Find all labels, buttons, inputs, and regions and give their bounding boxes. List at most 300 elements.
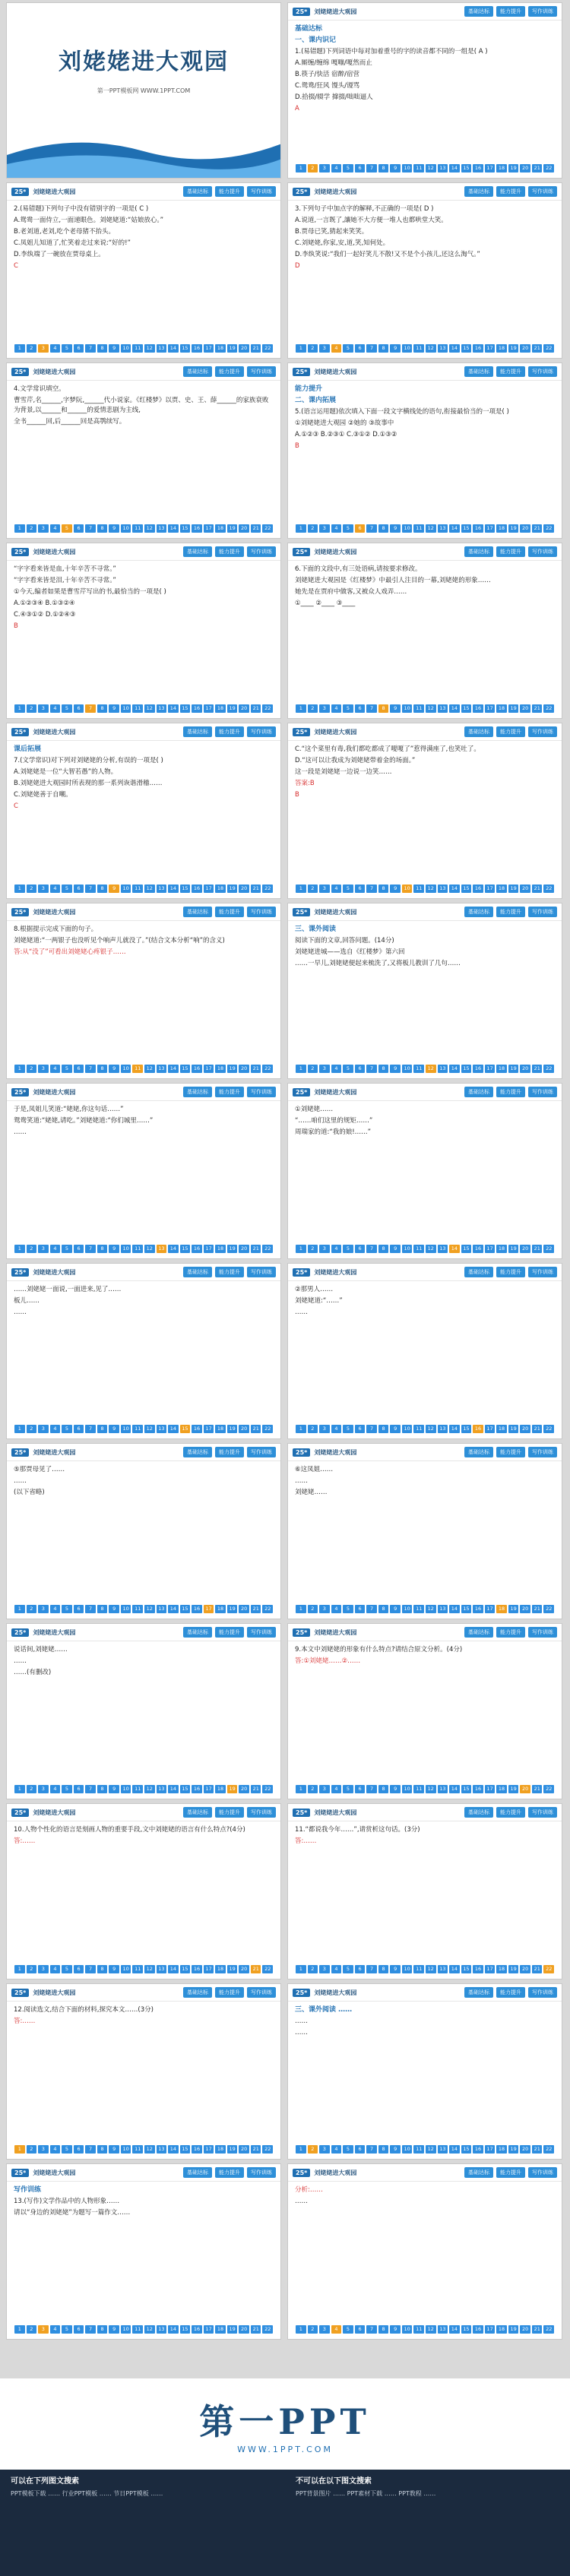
page-number-button[interactable]: 10	[121, 2325, 131, 2334]
header-button-3[interactable]: 写作训练	[528, 1807, 557, 1818]
page-number-button[interactable]: 22	[262, 524, 273, 533]
page-number-button[interactable]: 9	[390, 344, 401, 353]
page-number-button[interactable]: 2	[27, 1425, 37, 1433]
page-number-button[interactable]: 13	[157, 704, 167, 713]
page-number-button[interactable]: 15	[461, 1065, 472, 1073]
page-number-button[interactable]: 22	[543, 1065, 554, 1073]
header-button-2[interactable]: 能力提升	[496, 726, 525, 737]
page-number-button[interactable]: 4	[50, 1785, 61, 1793]
page-number-button[interactable]: 3	[319, 1605, 330, 1613]
page-number-button[interactable]: 11	[413, 1965, 424, 1973]
page-number-button[interactable]: 2	[27, 704, 37, 713]
page-number-button[interactable]: 18	[496, 524, 507, 533]
page-number-button[interactable]: 20	[520, 1965, 530, 1973]
header-button-2[interactable]: 能力提升	[496, 1807, 525, 1818]
page-number-button[interactable]: 16	[473, 2325, 483, 2334]
page-number-button[interactable]: 4	[50, 524, 61, 533]
page-number-button[interactable]: 20	[520, 1605, 530, 1613]
page-number-button[interactable]: 4	[331, 885, 342, 893]
page-number-button[interactable]: 2	[308, 524, 318, 533]
header-button-3[interactable]: 写作训练	[247, 1087, 276, 1097]
page-number-button[interactable]: 13	[157, 2325, 167, 2334]
header-button-2[interactable]: 能力提升	[215, 726, 244, 737]
page-number-button[interactable]: 20	[520, 704, 530, 713]
page-number-button[interactable]: 2	[308, 164, 318, 172]
page-number-button[interactable]: 13	[438, 2145, 448, 2154]
page-number-button[interactable]: 20	[239, 1245, 249, 1253]
page-number-button[interactable]: 6	[74, 524, 84, 533]
page-number-button[interactable]: 8	[378, 1605, 389, 1613]
page-number-button[interactable]: 17	[485, 1065, 496, 1073]
page-number-button[interactable]: 20	[520, 164, 530, 172]
page-number-button[interactable]: 4	[50, 1065, 61, 1073]
page-number-button[interactable]: 6	[74, 1065, 84, 1073]
page-number-button[interactable]: 8	[97, 1425, 108, 1433]
header-button-3[interactable]: 写作训练	[528, 1627, 557, 1638]
page-number-button[interactable]: 13	[157, 1605, 167, 1613]
page-number-button[interactable]: 1	[14, 1425, 25, 1433]
page-number-button[interactable]: 6	[355, 1065, 366, 1073]
header-button-1[interactable]: 基础达标	[183, 726, 212, 737]
page-number-button[interactable]: 19	[227, 344, 238, 353]
page-number-button[interactable]: 20	[520, 2145, 530, 2154]
page-number-button[interactable]: 9	[109, 344, 119, 353]
page-number-button[interactable]: 19	[508, 1245, 519, 1253]
page-number-button[interactable]: 16	[192, 2145, 202, 2154]
page-number-button[interactable]: 12	[426, 1425, 436, 1433]
page-number-button[interactable]: 3	[38, 1425, 49, 1433]
header-button-2[interactable]: 能力提升	[496, 366, 525, 377]
page-number-button[interactable]: 9	[390, 1785, 401, 1793]
header-button-1[interactable]: 基础达标	[464, 726, 493, 737]
page-number-button[interactable]: 15	[180, 1785, 191, 1793]
page-number-button[interactable]: 13	[438, 1605, 448, 1613]
page-number-button[interactable]: 16	[192, 1425, 202, 1433]
page-number-button[interactable]: 15	[461, 1965, 472, 1973]
page-number-button[interactable]: 20	[239, 2145, 249, 2154]
page-number-button[interactable]: 5	[62, 1245, 72, 1253]
page-number-button[interactable]: 3	[38, 2145, 49, 2154]
page-number-button[interactable]: 18	[496, 1425, 507, 1433]
page-number-button[interactable]: 5	[62, 2145, 72, 2154]
page-number-button[interactable]: 3	[319, 2145, 330, 2154]
page-number-button[interactable]: 15	[180, 1965, 191, 1973]
page-number-button[interactable]: 10	[121, 885, 131, 893]
page-number-button[interactable]: 21	[251, 1245, 261, 1253]
header-button-2[interactable]: 能力提升	[215, 1267, 244, 1277]
page-number-button[interactable]: 8	[378, 1785, 389, 1793]
page-number-button[interactable]: 13	[438, 1065, 448, 1073]
page-number-button[interactable]: 4	[50, 1965, 61, 1973]
page-number-button[interactable]: 6	[355, 2145, 366, 2154]
page-number-button[interactable]: 16	[192, 344, 202, 353]
page-number-button[interactable]: 19	[508, 2325, 519, 2334]
header-button-3[interactable]: 写作训练	[247, 726, 276, 737]
page-number-button[interactable]: 2	[27, 1605, 37, 1613]
page-number-button[interactable]: 8	[378, 2325, 389, 2334]
header-button-1[interactable]: 基础达标	[464, 186, 493, 197]
page-number-button[interactable]: 20	[239, 524, 249, 533]
page-number-button[interactable]: 5	[62, 885, 72, 893]
page-number-button[interactable]: 10	[402, 164, 413, 172]
page-number-button[interactable]: 21	[532, 1065, 543, 1073]
page-number-button[interactable]: 2	[308, 885, 318, 893]
page-number-button[interactable]: 5	[343, 344, 353, 353]
page-number-button[interactable]: 11	[413, 344, 424, 353]
page-number-button[interactable]: 6	[74, 1245, 84, 1253]
page-number-button[interactable]: 20	[520, 2325, 530, 2334]
page-number-button[interactable]: 5	[343, 2325, 353, 2334]
page-number-button[interactable]: 15	[461, 1605, 472, 1613]
page-number-button[interactable]: 22	[262, 1785, 273, 1793]
page-number-button[interactable]: 9	[109, 524, 119, 533]
page-number-button[interactable]: 9	[390, 1065, 401, 1073]
page-number-button[interactable]: 17	[204, 704, 214, 713]
header-button-1[interactable]: 基础达标	[183, 366, 212, 377]
header-button-2[interactable]: 能力提升	[496, 1627, 525, 1638]
header-button-2[interactable]: 能力提升	[215, 546, 244, 557]
header-button-1[interactable]: 基础达标	[464, 1447, 493, 1457]
page-number-button[interactable]: 10	[402, 2325, 413, 2334]
page-number-button[interactable]: 1	[14, 344, 25, 353]
header-button-1[interactable]: 基础达标	[183, 1807, 212, 1818]
page-number-button[interactable]: 5	[62, 1605, 72, 1613]
page-number-button[interactable]: 10	[402, 1425, 413, 1433]
page-number-button[interactable]: 5	[343, 1425, 353, 1433]
page-number-button[interactable]: 15	[461, 524, 472, 533]
page-number-button[interactable]: 6	[74, 1965, 84, 1973]
page-number-button[interactable]: 8	[378, 2145, 389, 2154]
page-number-button[interactable]: 5	[343, 524, 353, 533]
page-number-button[interactable]: 2	[27, 2325, 37, 2334]
page-number-button[interactable]: 8	[378, 164, 389, 172]
header-button-3[interactable]: 写作训练	[247, 1987, 276, 1998]
page-number-button[interactable]: 13	[157, 1425, 167, 1433]
page-number-button[interactable]: 22	[543, 524, 554, 533]
page-number-button[interactable]: 18	[496, 2325, 507, 2334]
page-number-button[interactable]: 21	[532, 524, 543, 533]
header-button-2[interactable]: 能力提升	[215, 1807, 244, 1818]
page-number-button[interactable]: 1	[296, 2145, 306, 2154]
page-number-button[interactable]: 9	[109, 1065, 119, 1073]
page-number-button[interactable]: 1	[296, 1785, 306, 1793]
page-number-button[interactable]: 15	[461, 1785, 472, 1793]
page-number-button[interactable]: 17	[204, 1785, 214, 1793]
page-number-button[interactable]: 18	[215, 2145, 226, 2154]
page-number-button[interactable]: 12	[426, 1065, 436, 1073]
page-number-button[interactable]: 18	[215, 1425, 226, 1433]
page-number-button[interactable]: 20	[239, 885, 249, 893]
page-number-button[interactable]: 10	[121, 1065, 131, 1073]
page-number-button[interactable]: 3	[319, 1785, 330, 1793]
page-number-button[interactable]: 4	[50, 1605, 61, 1613]
page-number-button[interactable]: 19	[227, 2145, 238, 2154]
page-number-button[interactable]: 10	[121, 2145, 131, 2154]
header-button-3[interactable]: 写作训练	[528, 2167, 557, 2178]
page-number-button[interactable]: 14	[168, 344, 179, 353]
page-number-button[interactable]: 2	[308, 344, 318, 353]
page-number-button[interactable]: 13	[438, 164, 448, 172]
page-number-button[interactable]: 14	[168, 1065, 179, 1073]
page-number-button[interactable]: 19	[508, 1065, 519, 1073]
page-number-button[interactable]: 2	[27, 1965, 37, 1973]
page-number-button[interactable]: 15	[180, 1065, 191, 1073]
page-number-button[interactable]: 9	[390, 704, 401, 713]
page-number-button[interactable]: 18	[496, 344, 507, 353]
page-number-button[interactable]: 18	[215, 1065, 226, 1073]
page-number-button[interactable]: 11	[413, 164, 424, 172]
page-number-button[interactable]: 17	[485, 1785, 496, 1793]
page-number-button[interactable]: 8	[378, 704, 389, 713]
page-number-button[interactable]: 7	[85, 2325, 96, 2334]
page-number-button[interactable]: 14	[449, 1425, 460, 1433]
page-number-button[interactable]: 12	[426, 2145, 436, 2154]
page-number-button[interactable]: 15	[180, 1245, 191, 1253]
page-number-button[interactable]: 20	[239, 1065, 249, 1073]
page-number-button[interactable]: 16	[192, 1245, 202, 1253]
header-button-3[interactable]: 写作训练	[247, 186, 276, 197]
page-number-button[interactable]: 22	[543, 2325, 554, 2334]
page-number-button[interactable]: 3	[319, 1425, 330, 1433]
header-button-1[interactable]: 基础达标	[183, 1087, 212, 1097]
page-number-button[interactable]: 19	[227, 1785, 238, 1793]
page-number-button[interactable]: 21	[532, 885, 543, 893]
page-number-button[interactable]: 4	[50, 1245, 61, 1253]
page-number-button[interactable]: 1	[296, 704, 306, 713]
page-number-button[interactable]: 19	[508, 704, 519, 713]
page-number-button[interactable]: 18	[496, 1965, 507, 1973]
page-number-button[interactable]: 17	[485, 704, 496, 713]
header-button-3[interactable]: 写作训练	[528, 907, 557, 917]
page-number-button[interactable]: 18	[496, 164, 507, 172]
page-number-button[interactable]: 1	[14, 2145, 25, 2154]
page-number-button[interactable]: 9	[109, 2325, 119, 2334]
page-number-button[interactable]: 20	[239, 344, 249, 353]
page-number-button[interactable]: 13	[438, 1245, 448, 1253]
page-number-button[interactable]: 13	[438, 2325, 448, 2334]
page-number-button[interactable]: 19	[508, 1605, 519, 1613]
page-number-button[interactable]: 17	[204, 2145, 214, 2154]
page-number-button[interactable]: 3	[319, 885, 330, 893]
header-button-2[interactable]: 能力提升	[496, 1987, 525, 1998]
page-number-button[interactable]: 16	[192, 1605, 202, 1613]
page-number-button[interactable]: 8	[97, 885, 108, 893]
header-button-3[interactable]: 写作训练	[247, 1807, 276, 1818]
page-number-button[interactable]: 14	[168, 885, 179, 893]
page-number-button[interactable]: 8	[378, 1965, 389, 1973]
page-number-button[interactable]: 10	[402, 524, 413, 533]
page-number-button[interactable]: 7	[366, 2325, 377, 2334]
page-number-button[interactable]: 6	[355, 1245, 366, 1253]
page-number-button[interactable]: 21	[251, 1605, 261, 1613]
page-number-button[interactable]: 1	[296, 885, 306, 893]
page-number-button[interactable]: 11	[413, 1245, 424, 1253]
page-number-button[interactable]: 17	[204, 2325, 214, 2334]
page-number-button[interactable]: 1	[296, 524, 306, 533]
header-button-1[interactable]: 基础达标	[183, 186, 212, 197]
page-number-button[interactable]: 9	[390, 2325, 401, 2334]
page-number-button[interactable]: 12	[426, 524, 436, 533]
page-number-button[interactable]: 13	[157, 1245, 167, 1253]
page-number-button[interactable]: 14	[168, 2145, 179, 2154]
page-number-button[interactable]: 14	[168, 1425, 179, 1433]
header-button-3[interactable]: 写作训练	[528, 366, 557, 377]
page-number-button[interactable]: 18	[215, 2325, 226, 2334]
page-number-button[interactable]: 21	[251, 344, 261, 353]
header-button-3[interactable]: 写作训练	[247, 1267, 276, 1277]
page-number-button[interactable]: 22	[543, 2145, 554, 2154]
page-number-button[interactable]: 11	[413, 704, 424, 713]
page-number-button[interactable]: 3	[319, 164, 330, 172]
page-number-button[interactable]: 10	[402, 704, 413, 713]
page-number-button[interactable]: 17	[485, 2325, 496, 2334]
page-number-button[interactable]: 2	[27, 1065, 37, 1073]
page-number-button[interactable]: 12	[426, 1605, 436, 1613]
page-number-button[interactable]: 20	[520, 885, 530, 893]
page-number-button[interactable]: 7	[85, 1605, 96, 1613]
page-number-button[interactable]: 19	[227, 885, 238, 893]
page-number-button[interactable]: 14	[449, 1605, 460, 1613]
page-number-button[interactable]: 8	[97, 1785, 108, 1793]
page-number-button[interactable]: 14	[449, 524, 460, 533]
page-number-button[interactable]: 13	[157, 1785, 167, 1793]
page-number-button[interactable]: 19	[508, 885, 519, 893]
page-number-button[interactable]: 15	[461, 1245, 472, 1253]
page-number-button[interactable]: 9	[109, 704, 119, 713]
page-number-button[interactable]: 17	[485, 1965, 496, 1973]
page-number-button[interactable]: 10	[402, 1065, 413, 1073]
page-number-button[interactable]: 5	[343, 1605, 353, 1613]
page-number-button[interactable]: 3	[319, 2325, 330, 2334]
page-number-button[interactable]: 19	[227, 1425, 238, 1433]
page-number-button[interactable]: 6	[355, 1425, 366, 1433]
page-number-button[interactable]: 6	[74, 2145, 84, 2154]
page-number-button[interactable]: 21	[532, 344, 543, 353]
page-number-button[interactable]: 1	[14, 1065, 25, 1073]
page-number-button[interactable]: 18	[496, 1785, 507, 1793]
page-number-button[interactable]: 4	[50, 2325, 61, 2334]
page-number-button[interactable]: 18	[496, 704, 507, 713]
page-number-button[interactable]: 19	[508, 524, 519, 533]
page-number-button[interactable]: 22	[262, 2325, 273, 2334]
page-number-button[interactable]: 9	[109, 1605, 119, 1613]
header-button-1[interactable]: 基础达标	[464, 1987, 493, 1998]
page-number-button[interactable]: 21	[532, 164, 543, 172]
page-number-button[interactable]: 6	[74, 2325, 84, 2334]
page-number-button[interactable]: 1	[296, 1425, 306, 1433]
page-number-button[interactable]: 12	[144, 1245, 155, 1253]
page-number-button[interactable]: 2	[27, 1245, 37, 1253]
page-number-button[interactable]: 1	[14, 885, 25, 893]
page-number-button[interactable]: 4	[331, 1785, 342, 1793]
page-number-button[interactable]: 16	[473, 1245, 483, 1253]
page-number-button[interactable]: 17	[204, 524, 214, 533]
page-number-button[interactable]: 8	[378, 524, 389, 533]
page-number-button[interactable]: 17	[204, 1425, 214, 1433]
page-number-button[interactable]: 14	[168, 524, 179, 533]
page-number-button[interactable]: 7	[85, 704, 96, 713]
page-number-button[interactable]: 16	[473, 1425, 483, 1433]
page-number-button[interactable]: 8	[97, 1245, 108, 1253]
page-number-button[interactable]: 3	[38, 524, 49, 533]
page-number-button[interactable]: 12	[144, 2325, 155, 2334]
page-number-button[interactable]: 14	[449, 1965, 460, 1973]
page-number-button[interactable]: 2	[27, 1785, 37, 1793]
page-number-button[interactable]: 7	[366, 344, 377, 353]
page-number-button[interactable]: 10	[402, 2145, 413, 2154]
page-number-button[interactable]: 13	[438, 344, 448, 353]
page-number-button[interactable]: 21	[251, 2325, 261, 2334]
page-number-button[interactable]: 8	[97, 344, 108, 353]
header-button-3[interactable]: 写作训练	[247, 1627, 276, 1638]
page-number-button[interactable]: 17	[204, 1965, 214, 1973]
page-number-button[interactable]: 19	[227, 524, 238, 533]
page-number-button[interactable]: 11	[413, 2145, 424, 2154]
header-button-3[interactable]: 写作训练	[247, 2167, 276, 2178]
page-number-button[interactable]: 17	[485, 2145, 496, 2154]
page-number-button[interactable]: 15	[180, 1605, 191, 1613]
page-number-button[interactable]: 20	[239, 2325, 249, 2334]
page-number-button[interactable]: 15	[461, 885, 472, 893]
header-button-2[interactable]: 能力提升	[215, 1087, 244, 1097]
page-number-button[interactable]: 15	[180, 2145, 191, 2154]
page-number-button[interactable]: 19	[508, 1965, 519, 1973]
page-number-button[interactable]: 19	[508, 1425, 519, 1433]
page-number-button[interactable]: 18	[496, 1605, 507, 1613]
page-number-button[interactable]: 1	[296, 1245, 306, 1253]
page-number-button[interactable]: 4	[50, 885, 61, 893]
page-number-button[interactable]: 6	[74, 704, 84, 713]
page-number-button[interactable]: 13	[438, 1965, 448, 1973]
page-number-button[interactable]: 13	[157, 885, 167, 893]
page-number-button[interactable]: 4	[331, 1245, 342, 1253]
page-number-button[interactable]: 10	[121, 344, 131, 353]
page-number-button[interactable]: 11	[132, 344, 143, 353]
page-number-button[interactable]: 19	[227, 1605, 238, 1613]
page-number-button[interactable]: 7	[85, 1785, 96, 1793]
page-number-button[interactable]: 22	[262, 885, 273, 893]
page-number-button[interactable]: 5	[62, 524, 72, 533]
page-number-button[interactable]: 22	[262, 2145, 273, 2154]
page-number-button[interactable]: 9	[390, 1245, 401, 1253]
page-number-button[interactable]: 19	[227, 1065, 238, 1073]
page-number-button[interactable]: 21	[532, 1785, 543, 1793]
page-number-button[interactable]: 18	[215, 1785, 226, 1793]
page-number-button[interactable]: 13	[438, 885, 448, 893]
page-number-button[interactable]: 6	[74, 1785, 84, 1793]
header-button-2[interactable]: 能力提升	[496, 1447, 525, 1457]
page-number-button[interactable]: 1	[14, 1965, 25, 1973]
page-number-button[interactable]: 22	[543, 704, 554, 713]
page-number-button[interactable]: 11	[413, 2325, 424, 2334]
page-number-button[interactable]: 2	[27, 524, 37, 533]
page-number-button[interactable]: 15	[180, 524, 191, 533]
page-number-button[interactable]: 15	[461, 1425, 472, 1433]
page-number-button[interactable]: 17	[204, 1245, 214, 1253]
page-number-button[interactable]: 14	[168, 1245, 179, 1253]
page-number-button[interactable]: 17	[485, 885, 496, 893]
header-button-2[interactable]: 能力提升	[215, 907, 244, 917]
page-number-button[interactable]: 2	[308, 2145, 318, 2154]
page-number-button[interactable]: 14	[449, 164, 460, 172]
page-number-button[interactable]: 16	[192, 2325, 202, 2334]
page-number-button[interactable]: 10	[402, 1605, 413, 1613]
page-number-button[interactable]: 4	[50, 344, 61, 353]
page-number-button[interactable]: 13	[438, 1425, 448, 1433]
page-number-button[interactable]: 19	[227, 1245, 238, 1253]
page-number-button[interactable]: 1	[296, 1065, 306, 1073]
page-number-button[interactable]: 6	[355, 344, 366, 353]
